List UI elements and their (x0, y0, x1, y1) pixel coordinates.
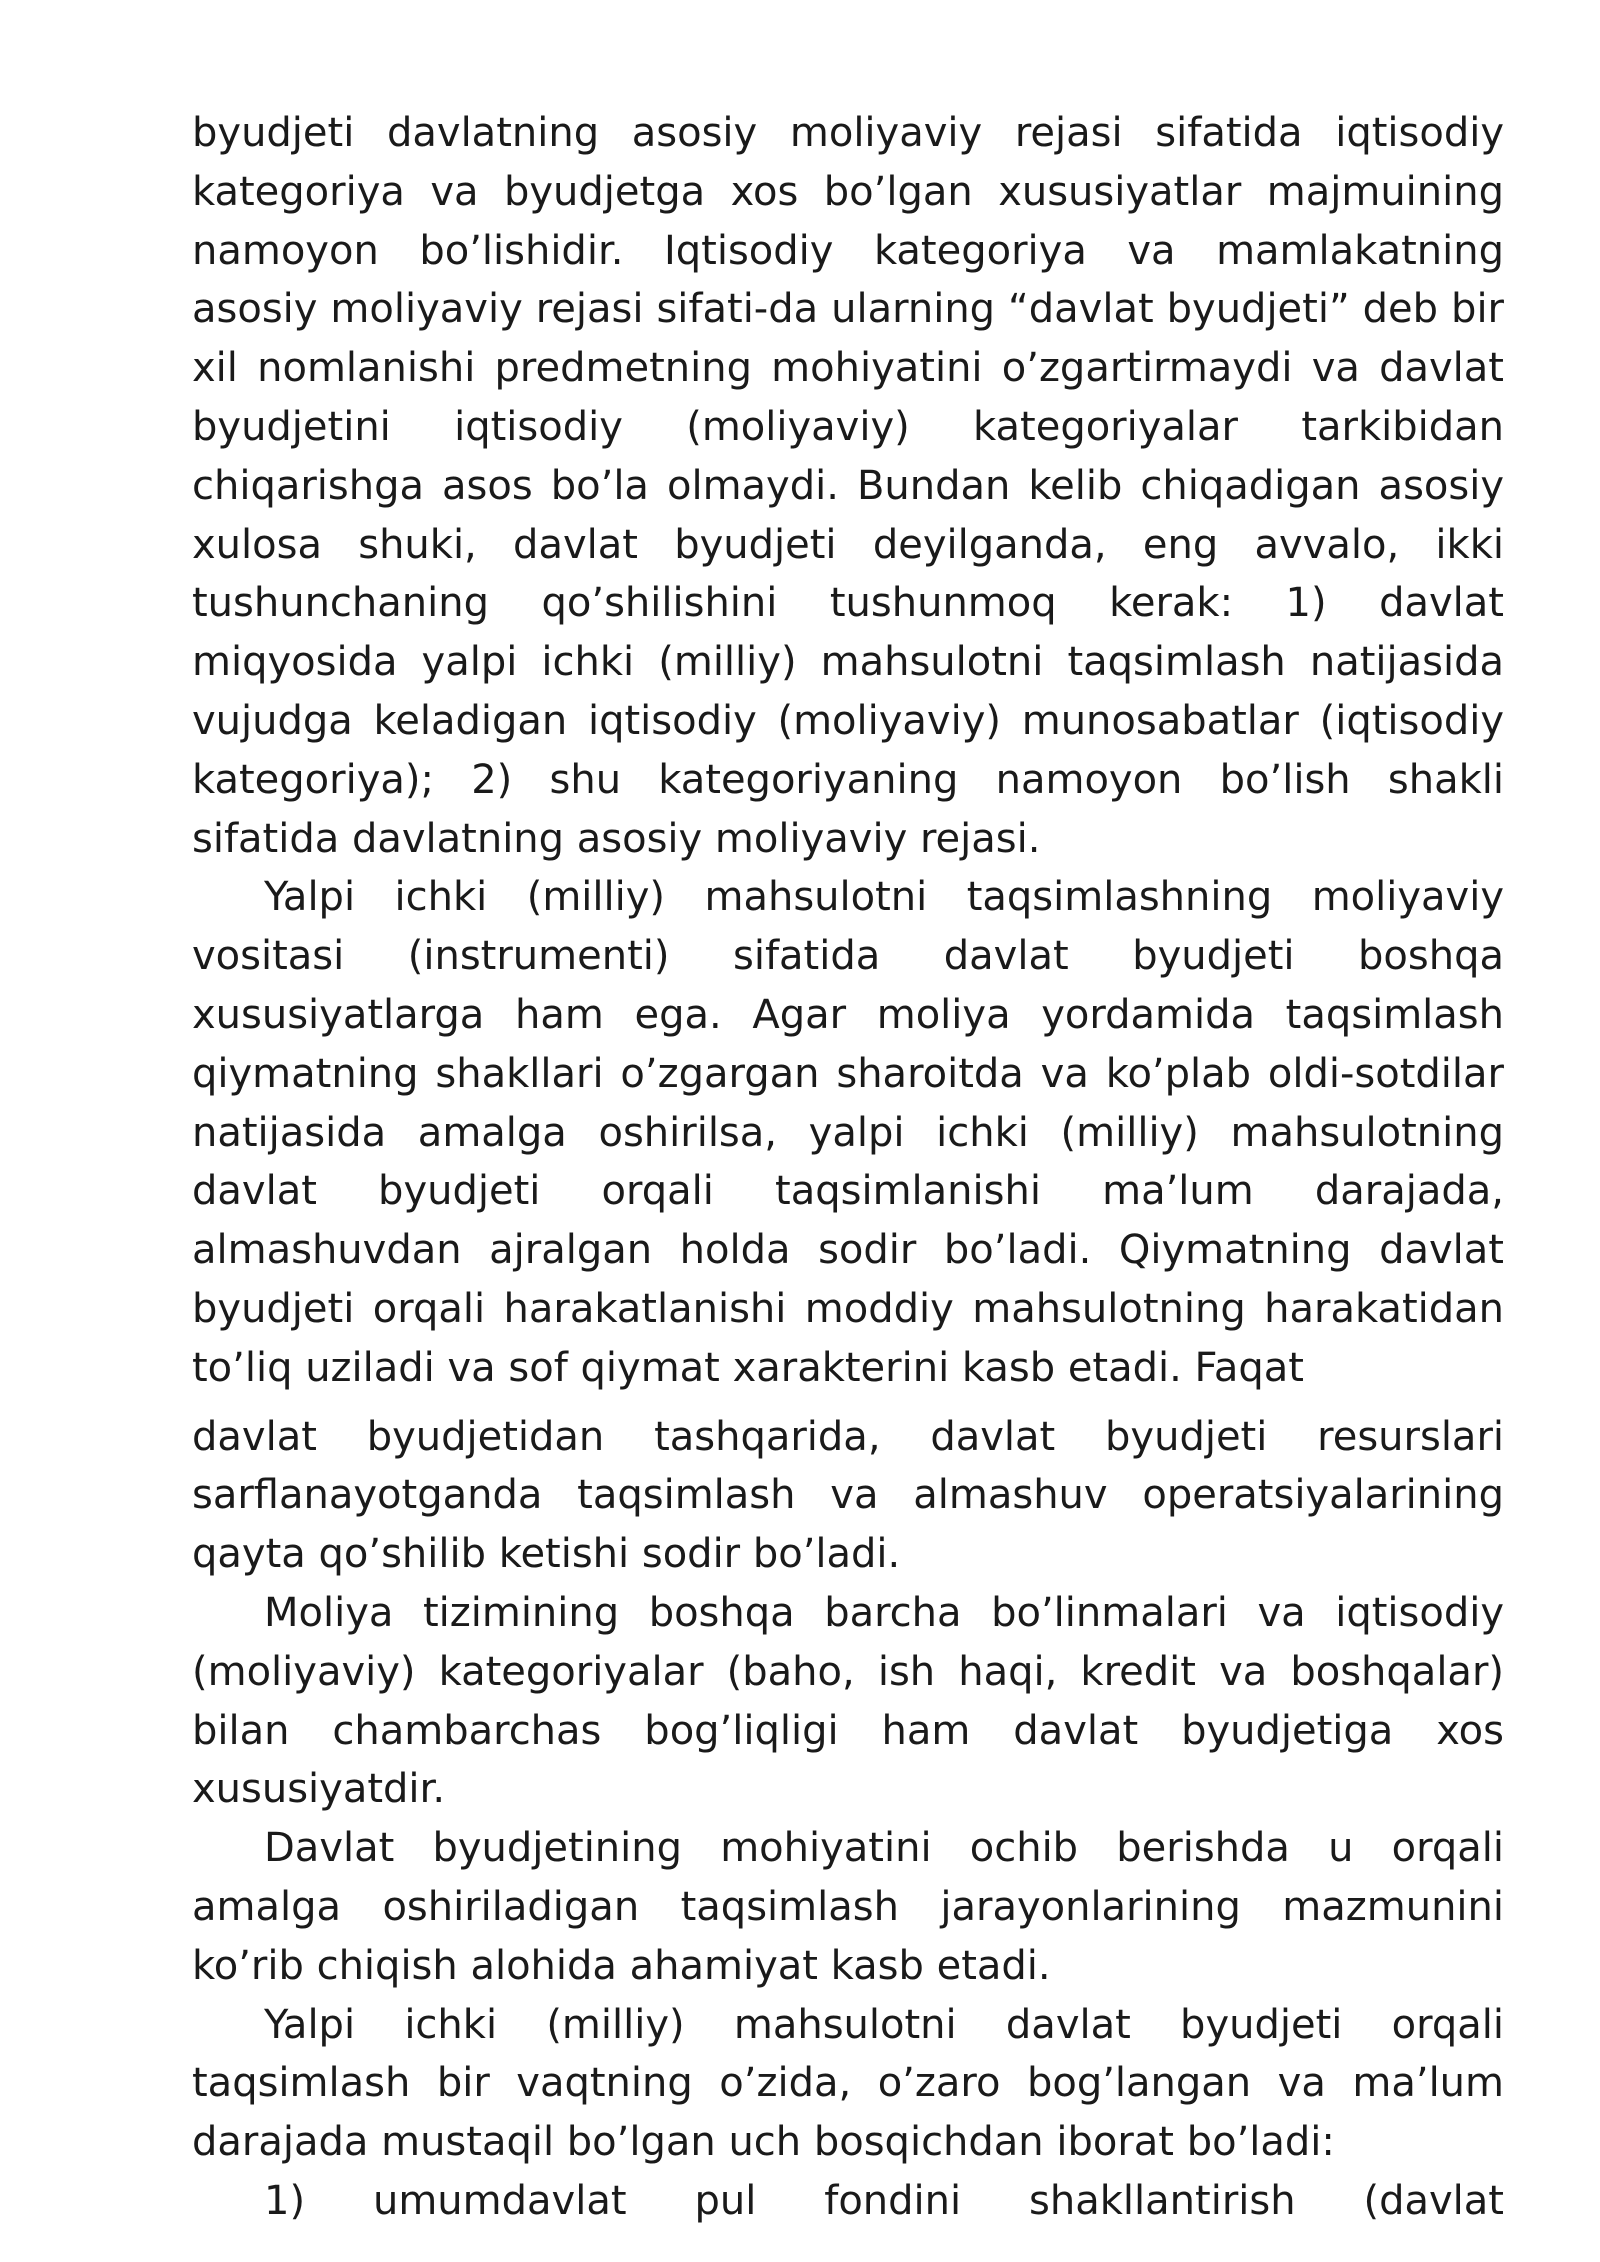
paragraph-3 (192, 1584, 1504, 1819)
text-line: miqyosida yalpi ichki (milliy) mahsulotni taqsimlash natijasida (192, 639, 1504, 686)
paragraph-1 (192, 104, 1504, 868)
text-line: Moliya tizimining boshqa barcha bo’linmalari va iqtisodiy (264, 1589, 1504, 1636)
text-line: bilan chambarchas bog’liqligi ham davlat byudjetiga xos (192, 1707, 1504, 1754)
text-line: byudjeti davlatning asosiy moliyaviy rejasi sifatida iqtisodiy (192, 110, 1504, 156)
paragraph-2 (192, 868, 1504, 1397)
text-line: Yalpi ichki (milliy) mahsulotni davlat byudjeti orqali (264, 2001, 1504, 2048)
text-line: byudjetini iqtisodiy (moliyaviy) kategoriyalar tarkibidan (192, 403, 1504, 450)
text-line: namoyon bo’lishidir. Iqtisodiy kategoriya va mamlakatning (192, 227, 1504, 274)
text-line: davlat byudjeti orqali taqsimlanishi ma’lum darajada, (192, 1168, 1504, 1215)
text-line: chiqarishga asos bo’la olmaydi. Bundan kelib chiqadigan asosiy (192, 462, 1504, 509)
text-line: 1) umumdavlat pul fondini shakllantirish (davlat (264, 2177, 1504, 2224)
paragraph-4 (192, 1819, 1504, 1995)
text-line: xil nomlanishi predmetning mohiyatini o’zgartirmaydi va davlat (192, 345, 1504, 392)
document-page (192, 104, 1504, 2231)
text-line: vositasi (instrumenti) sifatida davlat byudjeti boshqa (192, 933, 1504, 980)
spacer (192, 1398, 1504, 1408)
text-line: taqsimlash bir vaqtning o’zida, o’zaro bog’langan va ma’lum (192, 2060, 1504, 2107)
text-line: xulosa shuki, davlat byudjeti deyilganda, eng avvalo, ikki (192, 521, 1504, 568)
text-line: amalga oshiriladigan taqsimlash jarayonlarining mazmunini (192, 1883, 1504, 1930)
text-line: qiymatning shakllari o’zgargan sharoitda va ko’plab oldi-sotdilar (192, 1050, 1504, 1097)
text-line: to’liq uziladi va sof qiymat xarakterini kasb etadi. Faqat (192, 1344, 1304, 1391)
paragraph-2-continued (192, 1408, 1504, 1584)
text-line: kategoriya); 2) shu kategoriyaning namoyon bo’lish shakli (192, 756, 1504, 803)
list-item-1 (192, 2172, 1504, 2231)
text-line: sifatida davlatning asosiy moliyaviy rejasi. (192, 815, 1041, 862)
text-line: Davlat byudjetining mohiyatini ochib berishda u orqali (264, 1825, 1504, 1872)
paragraph-5 (192, 1996, 1504, 2172)
text-line: byudjeti orqali harakatlanishi moddiy mahsulotning harakatidan (192, 1285, 1504, 1332)
text-line: ko’rib chiqish alohida ahamiyat kasb etadi. (192, 1942, 1051, 1989)
text-line: asosiy moliyaviy rejasi sifati-da ularning “davlat byudjeti” deb bir (192, 286, 1504, 333)
text-line: almashuvdan ajralgan holda sodir bo’ladi. Qiymatning davlat (192, 1227, 1504, 1274)
text-line: sarflanayotganda taqsimlash va almashuv operatsiyalarining (192, 1472, 1504, 1519)
text-line: davlat byudjetidan tashqarida, davlat byudjeti resurslari (192, 1413, 1504, 1460)
text-line: xususiyatdir. (192, 1766, 446, 1813)
text-line: (moliyaviy) kategoriyalar (baho, ish haqi, kredit va boshqalar) (192, 1648, 1504, 1695)
text-line: tushunchaning qo’shilishini tushunmoq kerak: 1) davlat (192, 580, 1504, 627)
text-line: qayta qo’shilib ketishi sodir bo’ladi. (192, 1531, 901, 1578)
text-line: vujudga keladigan iqtisodiy (moliyaviy) munosabatlar (iqtisodiy (192, 697, 1504, 744)
text-line: kategoriya va byudjetga xos bo’lgan xususiyatlar majmuining (192, 168, 1504, 215)
text-line: xususiyatlarga ham ega. Agar moliya yordamida taqsimlash (192, 991, 1504, 1038)
text-line: natijasida amalga oshirilsa, yalpi ichki (milliy) mahsulotning (192, 1109, 1504, 1156)
text-line: darajada mustaqil bo’lgan uch bosqichdan iborat bo’ladi: (192, 2119, 1335, 2166)
text-line: Yalpi ichki (milliy) mahsulotni taqsimlashning moliyaviy (264, 874, 1504, 921)
